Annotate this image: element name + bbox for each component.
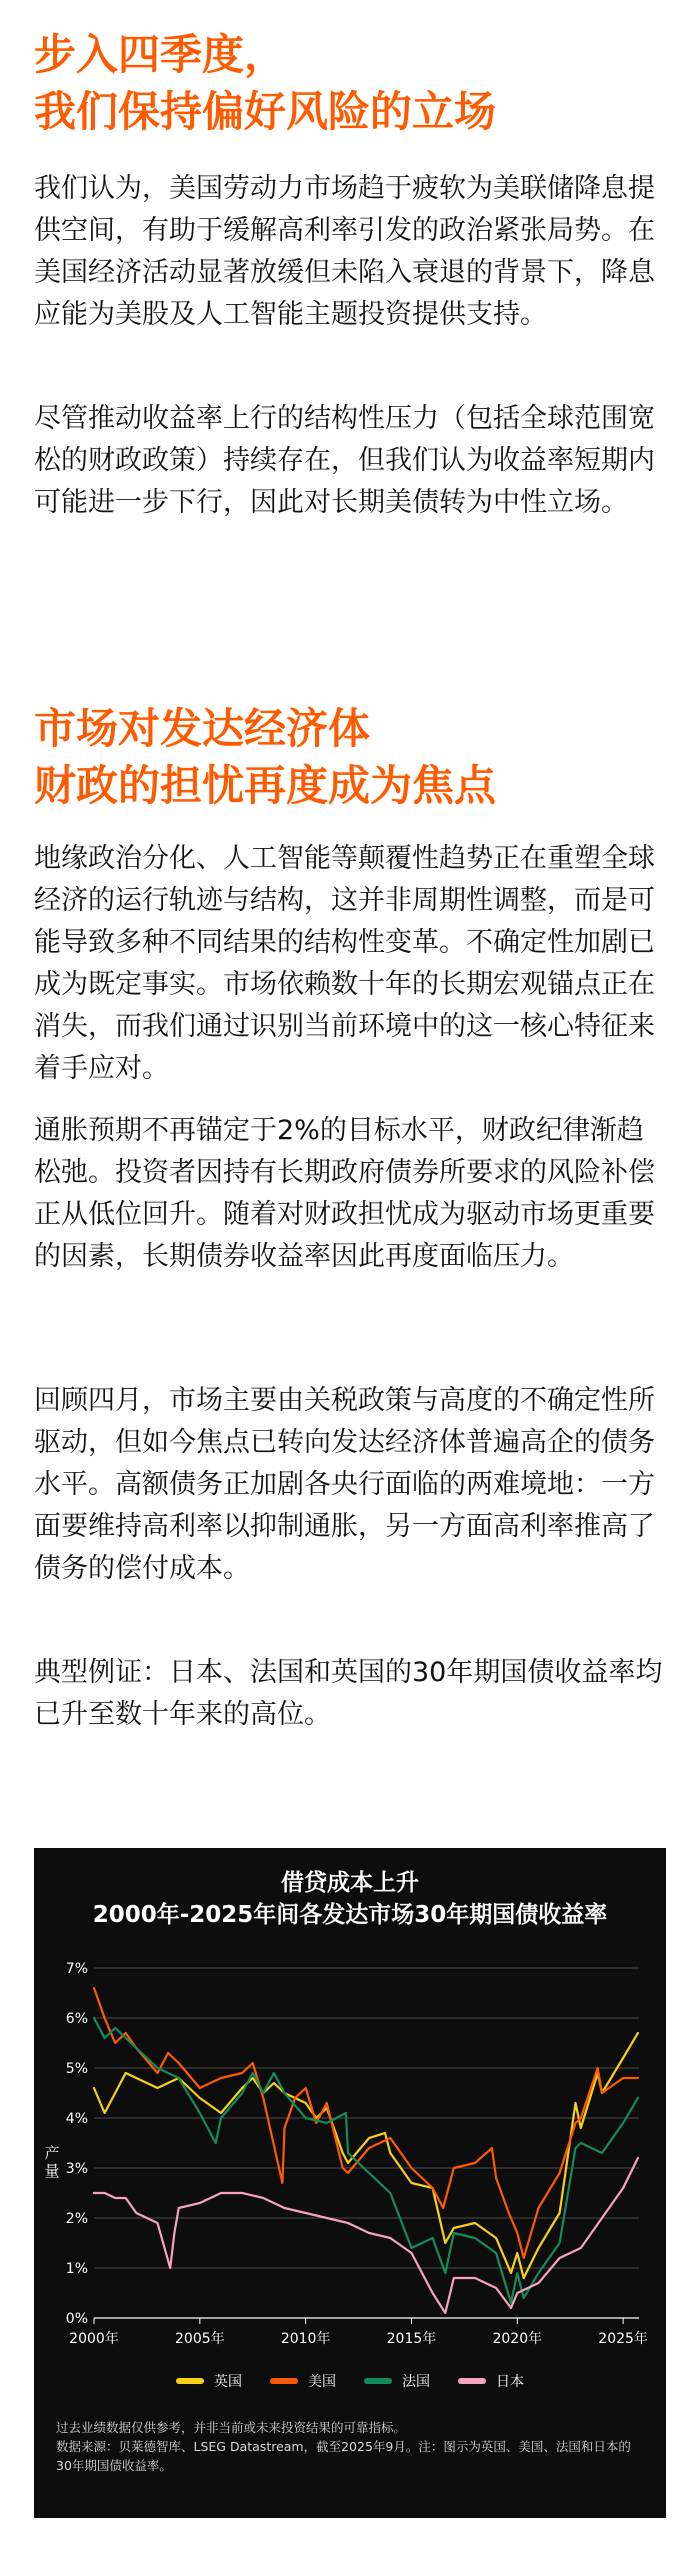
legend-item-us [270,2371,336,2391]
chart-note-source: 数据来源：贝莱德智库、LSEG Datastream，截至2025年9月。注：图示为英国、美国、法国和日本的30年期国债收益率。 [56,2439,631,2473]
series-line-uk [94,2033,638,2278]
section2-paragraph-1: 地缘政治分化、人工智能等颠覆性趋势正在重塑全球经济的运行轨迹与结构，这并非周期性调整，而是可能导致多种不同结果的结构性变革。不确定性加剧已成为既定事实。市场依赖数十年的长期宏观锚点正在消失，而我们通过识别当前环境中的这一核心特征来着手应对。 [34,843,655,1084]
section2-heading [34,700,496,814]
series-line-japan [94,2158,638,2313]
chart-notes [56,2418,646,2475]
chart-note-disclaimer: 过去业绩数据仅供参考，并非当前或未来投资结果的可靠指标。 [56,2420,407,2435]
x-tick-label: 2025年 [598,2331,648,2347]
legend-swatch-japan [458,2378,486,2384]
legend-swatch-france [364,2378,392,2384]
section1-paragraph-2: 尽管推动收益率上行的结构性压力（包括全球范围宽松的财政政策）持续存在，但我们认为收益率短期内可能进一步下行，因此对长期美债转为中性立场。 [34,403,655,518]
y-tick-label: 0% [65,2311,88,2327]
section2-title-line1: 市场对发达经济体 [34,704,371,753]
section1-title-line2: 我们保持偏好风险的立场 [34,87,497,136]
legend-label-japan: 日本 [496,2374,524,2390]
legend-item-uk [176,2371,242,2391]
x-tick-label: 2015年 [386,2331,437,2347]
legend-swatch-us [270,2378,298,2384]
section1-title-line1: 步入四季度， [34,30,287,79]
y-tick-label: 5% [65,2061,88,2077]
y-tick-label: 2% [65,2211,88,2227]
chart-legend [34,2371,666,2391]
section2-paragraph-4: 典型例证：日本、法国和英国的30年期国债收益率均已升至数十年来的高位。 [34,1657,663,1730]
y-tick-label: 1% [65,2261,88,2277]
legend-label-us: 美国 [308,2374,336,2390]
chart-title-line2: 2000年-2025年间各发达市场30年期国债收益率 [92,1902,608,1928]
section1-heading [34,26,496,140]
x-tick-label: 2010年 [280,2331,331,2347]
legend-item-france [364,2371,430,2391]
section1-paragraph-1: 我们认为，美国劳动力市场趋于疲软为美联储降息提供空间，有助于缓解高利率引发的政治紧张局势。在美国经济活动显著放缓但未陷入衰退的背景下，降息应能为美股及人工智能主题投资提供支持。 [34,173,655,330]
line-chart [34,1848,666,2368]
legend-item-japan [458,2371,524,2391]
y-axis-label: 产量 [44,2144,60,2180]
section2-title-line2: 财政的担忧再度成为焦点 [34,761,497,810]
legend-swatch-uk [176,2378,204,2384]
x-tick-label: 2020年 [492,2331,543,2347]
y-tick-label: 6% [65,2011,88,2027]
x-tick-label: 2005年 [175,2331,225,2347]
y-tick-label: 7% [65,1961,88,1977]
x-tick-label: 2000年 [69,2331,119,2347]
section2-paragraph-2: 通胀预期不再锚定于2%的目标水平，财政纪律渐趋松弛。投资者因持有长期政府债券所要求的风险补偿正从低位回升。随着对财政担忧成为驱动市场更重要的因素，长期债券收益率因此再度面临压力。 [34,1115,655,1272]
section2-paragraph-3: 回顾四月，市场主要由关税政策与高度的不确定性所驱动，但如今焦点已转向发达经济体普遍高企的债务水平。高额债务正加剧各央行面临的两难境地：一方面要维持高利率以抑制通胀，另一方面高利率推高了债务的偿付成本。 [34,1385,655,1584]
y-tick-label: 4% [65,2111,88,2127]
legend-label-uk: 英国 [214,2374,242,2390]
chart-panel [34,1848,666,2518]
legend-label-france: 法国 [402,2374,430,2390]
y-tick-label: 3% [65,2161,88,2177]
chart-title-line1: 借贷成本上升 [281,1870,419,1896]
